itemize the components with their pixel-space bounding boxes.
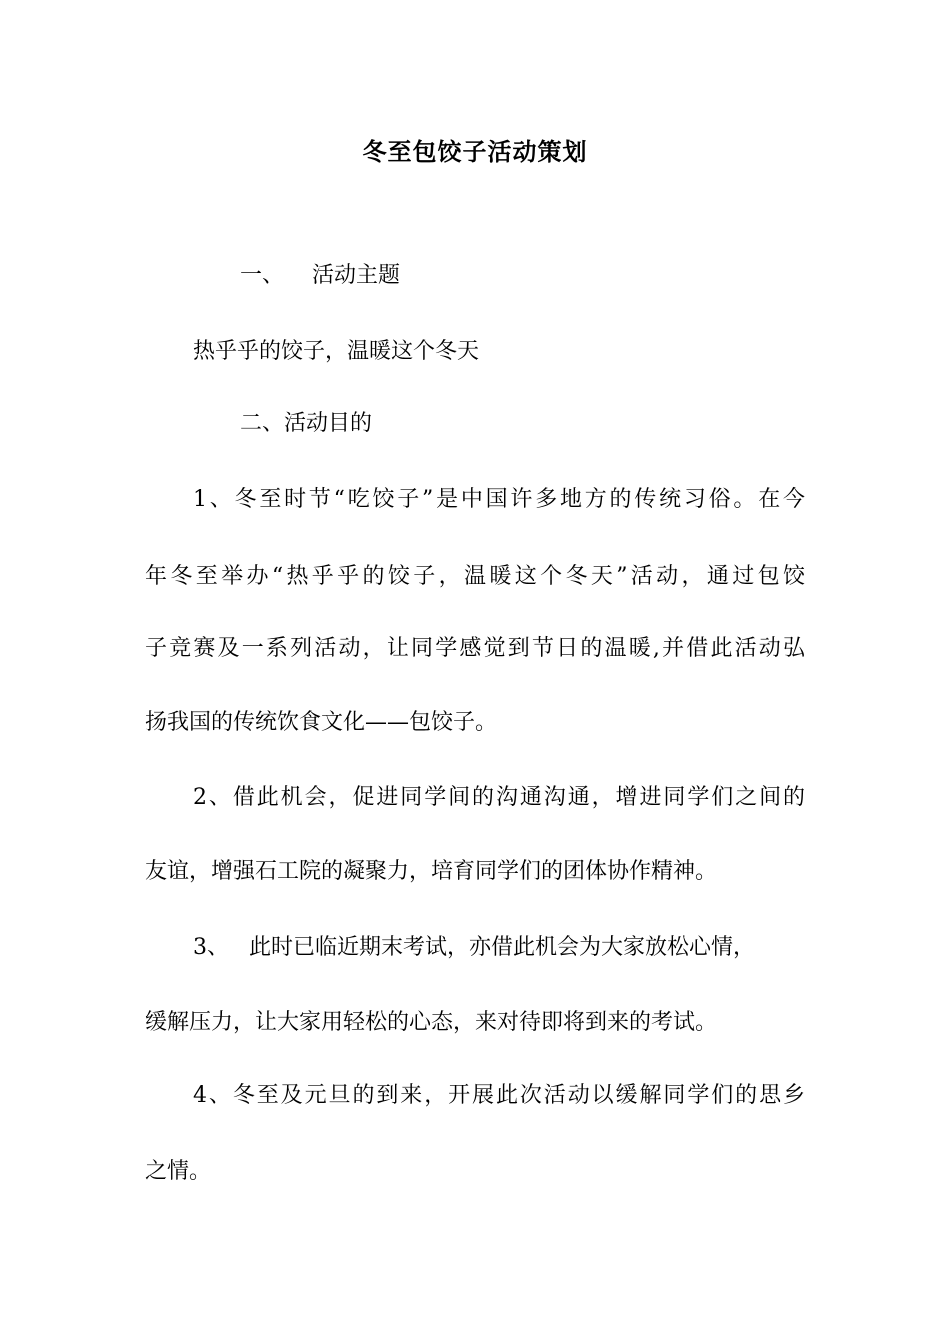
paragraph-line: [193, 933, 805, 963]
paragraph-line: 友谊，增强石工院的凝聚力，培育同学们的团体协作精神。: [145, 859, 718, 884]
section-2-heading: 二、活动目的: [240, 411, 373, 436]
paragraph-line: 缓解压力，让大家用轻松的心态，来对待即将到来的考试。: [145, 1010, 718, 1035]
item-3-number: 3、: [193, 935, 229, 960]
section-1-body: 热乎乎的饺子，温暖这个冬天: [193, 339, 480, 364]
paragraph-line: 子竞赛及一系列活动，让同学感觉到节日的温暖,并借此活动弘: [145, 636, 805, 661]
paragraph-line: 2、借此机会，促进同学间的沟通沟通，增进同学们之间的: [193, 785, 805, 810]
paragraph-line: 4、冬至及元旦的到来，开展此次活动以缓解同学们的思乡: [193, 1083, 805, 1108]
paragraph-line: 1、冬至时节“吃饺子”是中国许多地方的传统习俗。在今: [193, 487, 805, 512]
document-title: 冬至包饺子活动策划: [362, 137, 588, 166]
paragraph-line: 扬我国的传统饮食文化——包饺子。: [145, 710, 498, 735]
section-1-heading: [240, 261, 400, 291]
paragraph-line: 之情。: [145, 1159, 212, 1184]
section-1-title: 活动主题: [312, 263, 401, 288]
paragraph-line: 年冬至举办“热乎乎的饺子，温暖这个冬天”活动，通过包饺: [145, 564, 805, 589]
section-1-number: 一、: [240, 263, 285, 288]
item-3-text: 此时已临近期末考试，亦借此机会为大家放松心情，: [249, 935, 756, 960]
